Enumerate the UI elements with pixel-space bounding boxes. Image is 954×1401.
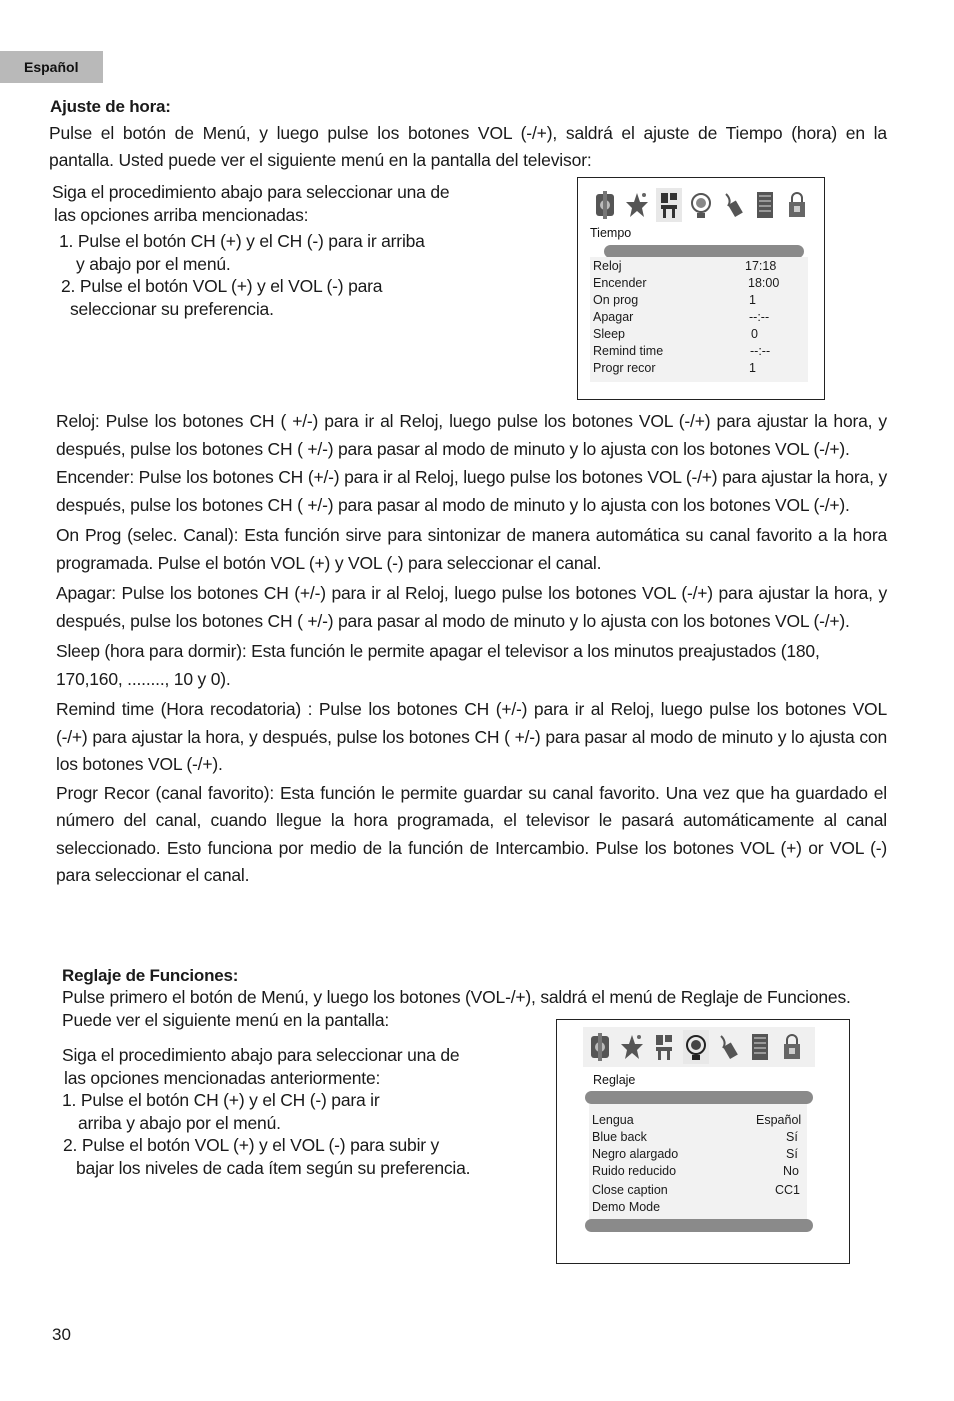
setup-icon xyxy=(688,188,714,222)
intro-line: pantalla. Usted puede ver el siguiente menú en la pantalla del televisor: xyxy=(49,150,592,170)
desc-paragraph: Remind time (Hora recodatoria) : Pulse los botones CH (+/-) para ir al Reloj, luego pulse los botones VOL (-/+) para ajustar la hora, y después, pulse los botones CH ( +/-) para pasar al modo de minuto y lo ajusta con los botones VOL (-/+). xyxy=(56,699,887,774)
desc-paragraph: Progr Recor (canal favorito): Esta función le permite guardar su canal favorito. Una vez que ha guardado el número del canal, cuando llegue la hora programada, el televisor le pasará automáticamente al canal seleccionado. Esto funciona por medio de la función de Intercambio. Pulse los botones VOL (+) or VOL (-) para seleccionar el canal. xyxy=(56,782,887,885)
channel-icon xyxy=(715,1030,741,1064)
desc-paragraph: Sleep (hora para dormir): Esta función le permite apagar el televisor a los minutos preajustados (180, 170,160, ........, 10 y 0). xyxy=(56,641,820,689)
intro-line: Pulse el botón de Menú, y luego pulse los botones VOL (-/+), saldrá el ajuste de Tiempo (hora) en la xyxy=(49,123,887,143)
desc-paragraph: Encender: Pulse los botones CH (+/-) para ir al Reloj, luego pulse los botones VOL (-/+) para ajustar la hora, y después, pulse los botones CH ( +/-) para pasar al modo de minuto y lo ajusta con los botones VOL (-/+). xyxy=(56,467,887,515)
menu-row: Close caption CC1 xyxy=(592,1183,801,1197)
step-line: 1. Pulse el botón CH (+) y el CH (-) para ir arriba xyxy=(59,231,425,251)
steps-time xyxy=(52,181,449,320)
time-icon xyxy=(656,188,682,222)
menu-panel xyxy=(589,1104,807,1220)
step-line: bajar los niveles de cada ítem según su preferencia. xyxy=(76,1157,471,1178)
descriptions-time xyxy=(56,408,887,890)
menu-row: Negro alargado Sí xyxy=(592,1147,798,1161)
step-line: arriba y abajo por el menú. xyxy=(78,1112,281,1133)
desc-paragraph: On Prog (selec. Canal): Esta función sirve para sintonizar de manera automática su canal favorito a la hora programada. Pulse el botón VOL (+) y VOL (-) para seleccionar el canal. xyxy=(56,525,887,573)
menu-panel xyxy=(590,257,808,382)
menu-row: Ruido reducido No xyxy=(592,1164,799,1178)
menu-row: Reloj 17:18 xyxy=(593,259,777,273)
desc-paragraph: Reloj: Pulse los botones CH ( +/-) para ir al Reloj, luego pulse los botones VOL (-/+) para ajustar la hora, y después, pulse los botones CH ( +/-) para pasar al modo de minuto y lo ajusta con los botones VOL (-/+). xyxy=(56,411,887,459)
menu-row: Remind time --:-- xyxy=(593,344,771,358)
picture-icon xyxy=(587,1030,613,1064)
intro-line: Puede ver el siguiente menú en la pantalla: xyxy=(62,1010,390,1030)
tv-menu-setup xyxy=(556,1019,850,1264)
section-intro-time xyxy=(49,120,887,174)
picture-icon xyxy=(592,188,618,222)
child-lock-icon xyxy=(784,188,810,222)
tv-menu-time xyxy=(577,177,825,400)
channel-icon xyxy=(720,188,746,222)
menu-row: Encender 18:00 xyxy=(593,276,780,290)
section-title-setup: Reglaje de Funciones: xyxy=(62,966,239,985)
menu-row: Progr recor 1 xyxy=(593,361,756,375)
step-line: 1. Pulse el botón CH (+) y el CH (-) para ir xyxy=(62,1090,380,1110)
step-line: las opciones mencionadas anteriormente: xyxy=(64,1067,381,1088)
step-line: Siga el procedimiento abajo para seleccionar una de xyxy=(62,1045,460,1065)
step-line: 2. Pulse el botón VOL (+) y el VOL (-) para xyxy=(61,276,383,296)
intro-line: Pulse primero el botón de Menú, y luego los botones (VOL-/+), saldrá el menú de Reglaje de Funciones. xyxy=(62,987,851,1007)
menu-highlight-bar xyxy=(585,1091,813,1104)
step-line: y abajo por el menú. xyxy=(76,253,231,274)
time-icon xyxy=(651,1030,677,1064)
step-line: seleccionar su preferencia. xyxy=(70,298,274,319)
child-lock-icon xyxy=(779,1030,805,1064)
section-title-time: Ajuste de hora: xyxy=(50,97,171,116)
steps-setup xyxy=(62,1044,470,1179)
sound-icon xyxy=(619,1030,645,1064)
page-number: 30 xyxy=(52,1325,71,1344)
menu-row: Apagar --:-- xyxy=(593,310,770,324)
menu-row: Lengua Español xyxy=(592,1113,802,1127)
menu-row: Demo Mode xyxy=(592,1200,661,1214)
menu-icon-bar xyxy=(583,1027,815,1067)
menu-row: Blue back Sí xyxy=(592,1130,798,1144)
lock-icon xyxy=(752,188,778,222)
menu-bottom-bar xyxy=(585,1219,813,1232)
step-line: 2. Pulse el botón VOL (+) y el VOL (-) para subir y xyxy=(63,1135,440,1155)
lock-icon xyxy=(747,1030,773,1064)
menu-title: Tiempo xyxy=(590,226,632,240)
menu-row: Sleep 0 xyxy=(593,327,758,341)
menu-title: Reglaje xyxy=(593,1073,636,1087)
menu-icon-bar xyxy=(588,185,810,225)
sound-icon xyxy=(624,188,650,222)
setup-icon xyxy=(683,1030,709,1064)
language-tab: Español xyxy=(0,51,103,83)
step-line: Siga el procedimiento abajo para seleccionar una de xyxy=(52,182,450,202)
menu-row: On prog 1 xyxy=(593,293,756,307)
desc-paragraph: Apagar: Pulse los botones CH (+/-) para ir al Reloj, luego pulse los botones VOL (-/+) para ajustar la hora, y después, pulse los botones CH ( +/-) para pasar al modo de minuto y lo ajusta con los botones VOL (-/+). xyxy=(56,583,887,631)
step-line: las opciones arriba mencionadas: xyxy=(54,204,309,225)
